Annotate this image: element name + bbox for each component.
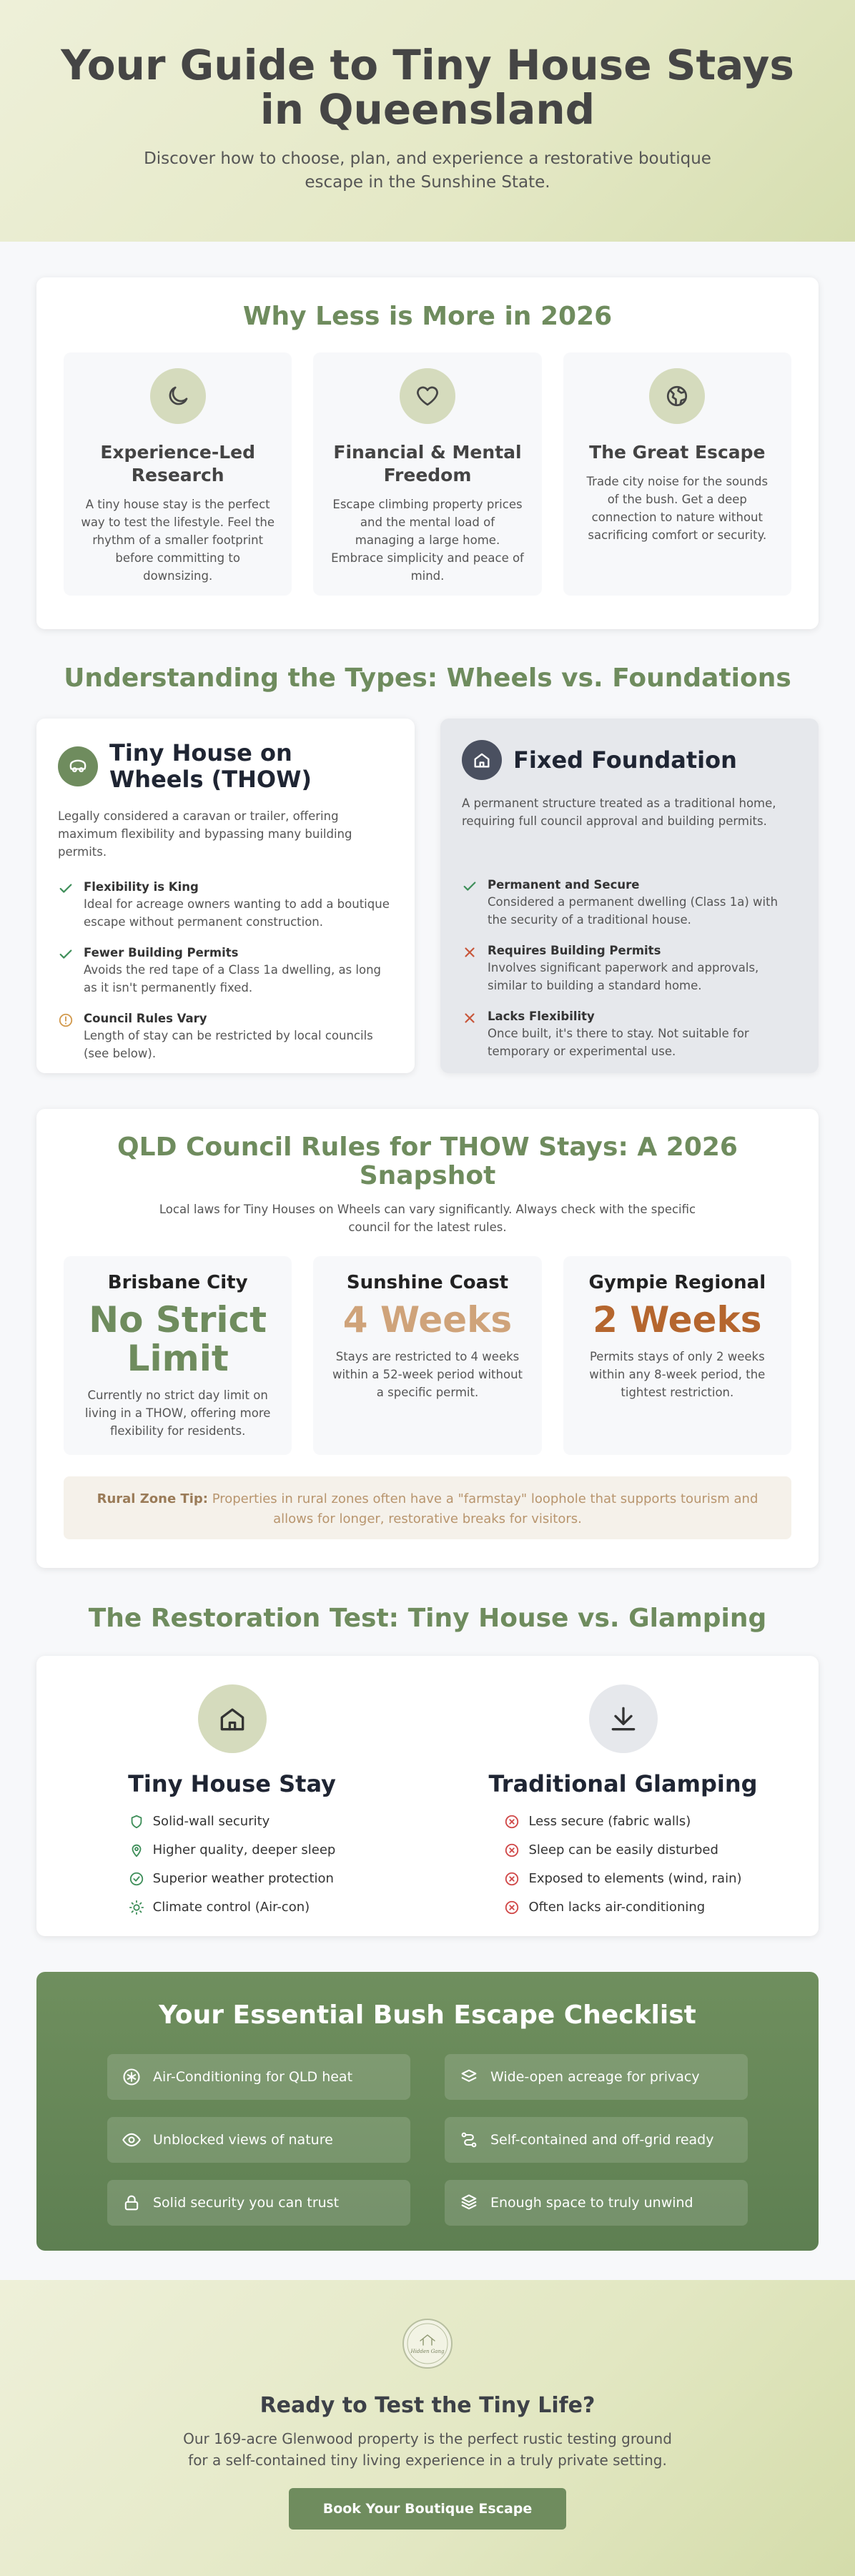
feature-title: Flexibility is King — [84, 880, 199, 894]
feature-item — [58, 945, 393, 997]
why-section — [36, 277, 819, 629]
feature-title: Council Rules Vary — [84, 1012, 207, 1025]
feature-text: Involves significant paperwork and approvals, similar to building a standard home. — [488, 961, 759, 992]
restoration-title: The Restoration Test: Tiny House vs. Glamping — [88, 1604, 767, 1633]
council-limit: 4 Weeks — [342, 1299, 513, 1341]
cross-icon — [462, 943, 479, 995]
checklist-item — [445, 2054, 748, 2100]
checklist-item-text: Unblocked views of nature — [153, 2132, 333, 2148]
tiny-house-column — [36, 1684, 428, 1936]
stack-icon — [459, 2193, 479, 2213]
checklist-section — [36, 1972, 819, 2251]
feature-text: Avoids the red tape of a Class 1a dwelling, as long as it isn't permanently fixed. — [84, 963, 382, 995]
council-item-sunshine-coast — [313, 1256, 541, 1455]
why-item — [313, 352, 541, 596]
why-item-title: The Great Escape — [589, 442, 766, 463]
why-item-title: Financial & Mental Freedom — [333, 442, 522, 485]
feature-item — [462, 877, 797, 929]
home-icon — [462, 740, 502, 780]
types-title: Understanding the Types: Wheels vs. Foundations — [64, 663, 791, 693]
feature-item — [58, 879, 393, 931]
list-item — [129, 1865, 336, 1893]
why-item-title: Experience-Led Research — [100, 442, 255, 485]
eye-icon — [122, 2130, 142, 2150]
feature-text: Considered a permanent dwelling (Class 1a) with the security of a traditional house. — [488, 895, 779, 927]
why-item — [64, 352, 292, 596]
why-title: Why Less is More in 2026 — [242, 302, 613, 331]
check-circle-icon — [129, 1871, 144, 1887]
fixed-desc: A permanent structure treated as a traditional home, requiring full council approval and building permits. — [462, 796, 776, 828]
main-content — [36, 277, 819, 2251]
why-item-text: Escape climbing property prices and the mental load of managing a large home. Embrace simplicity and peace of mind. — [331, 498, 524, 583]
feature-title: Permanent and Secure — [488, 878, 640, 892]
footer-cta — [0, 2280, 855, 2576]
globe-icon — [649, 368, 705, 424]
hero-subtitle: Discover how to choose, plan, and experience a restorative boutique escape in the Sunshine State. — [144, 149, 711, 192]
fixed-card — [440, 719, 819, 1073]
list-item-text: Superior weather protection — [152, 1871, 334, 1886]
checklist-item — [107, 2117, 410, 2163]
council-item-gympie — [563, 1256, 791, 1455]
list-item-text: Exposed to elements (wind, rain) — [528, 1871, 742, 1886]
caravan-icon — [58, 746, 98, 786]
heart-icon — [400, 368, 455, 424]
feature-title: Lacks Flexibility — [488, 1010, 595, 1023]
cross-icon — [462, 1009, 479, 1060]
list-item-text: Higher quality, deeper sleep — [152, 1842, 336, 1857]
list-item — [504, 1836, 741, 1865]
council-item-brisbane — [64, 1256, 292, 1455]
feature-item — [58, 1011, 393, 1062]
council-text: Currently no strict day limit on living in a THOW, offering more flexibility for residents. — [84, 1388, 271, 1438]
list-item-text: Sleep can be easily disturbed — [528, 1842, 718, 1857]
x-circle-icon — [504, 1871, 520, 1887]
feature-title: Requires Building Permits — [488, 944, 661, 957]
home-icon — [198, 1684, 267, 1753]
rural-zone-tip — [64, 1476, 791, 1539]
checklist-item — [107, 2054, 410, 2100]
x-circle-icon — [504, 1814, 520, 1830]
fixed-title: Fixed Foundation — [513, 746, 737, 774]
x-circle-icon — [504, 1842, 520, 1858]
thow-card — [36, 719, 415, 1073]
feature-text: Once built, it's there to stay. Not suitable for temporary or experimental use. — [488, 1027, 749, 1058]
list-item — [504, 1807, 741, 1836]
feature-item — [462, 1009, 797, 1060]
feature-item — [462, 943, 797, 995]
council-limit: No Strict Limit — [89, 1299, 267, 1379]
council-subtitle: Local laws for Tiny Houses on Wheels can vary significantly. Always check with the specific council for the latest rules. — [159, 1203, 696, 1234]
footer-text: Our 169-acre Glenwood property is the perfect rustic testing ground for a self-contained tiny living experience in a truly private setting. — [183, 2430, 672, 2469]
checklist-item-text: Air-Conditioning for QLD heat — [153, 2069, 353, 2085]
checklist-item — [445, 2117, 748, 2163]
council-text: Permits stays of only 2 weeks within any 8-week period, the tightest restriction. — [589, 1350, 766, 1399]
why-item — [563, 352, 791, 596]
layers-icon — [459, 2067, 479, 2087]
list-item-text: Less secure (fabric walls) — [528, 1814, 691, 1829]
shield-icon — [129, 1814, 144, 1830]
tiny-house-title: Tiny House Stay — [128, 1770, 336, 1797]
checklist-title: Your Essential Bush Escape Checklist — [159, 2000, 696, 2030]
list-item — [504, 1865, 741, 1893]
council-title: QLD Council Rules for THOW Stays: A 2026 Snapshot — [117, 1132, 738, 1190]
glamping-title: Traditional Glamping — [488, 1770, 758, 1797]
check-icon — [58, 879, 75, 931]
route-icon — [459, 2130, 479, 2150]
feature-title: Fewer Building Permits — [84, 946, 239, 959]
sun-icon — [129, 1900, 144, 1915]
council-section — [36, 1109, 819, 1568]
council-name: Gympie Regional — [588, 1272, 766, 1293]
footer-title: Ready to Test the Tiny Life? — [260, 2393, 595, 2418]
council-limit: 2 Weeks — [593, 1299, 762, 1341]
glamping-column — [428, 1684, 819, 1936]
list-item — [129, 1893, 336, 1922]
tent-icon — [589, 1684, 658, 1753]
thow-desc: Legally considered a caravan or trailer, offering maximum flexibility and bypassing many building permits. — [58, 809, 352, 859]
checklist-item — [445, 2180, 748, 2226]
info-icon — [58, 1011, 75, 1062]
location-pin-icon — [129, 1842, 144, 1858]
tip-label: Rural Zone Tip: — [97, 1491, 208, 1506]
tip-text: Properties in rural zones often have a "farmstay" loophole that supports tourism and allows for longer, restorative breaks for visitors. — [212, 1491, 758, 1526]
aircon-icon — [122, 2067, 142, 2087]
checklist-item-text: Wide-open acreage for privacy — [490, 2069, 700, 2085]
checklist-item-text: Enough space to truly unwind — [490, 2195, 693, 2211]
restoration-section — [36, 1656, 819, 1936]
x-circle-icon — [504, 1900, 520, 1915]
feature-text: Length of stay can be restricted by local councils (see below). — [84, 1029, 373, 1060]
page-title: Your Guide to Tiny House Stays in Queensland — [61, 41, 794, 134]
lock-icon — [122, 2193, 142, 2213]
brand-logo — [402, 2319, 453, 2369]
council-text: Stays are restricted to 4 weeks within a 52-week period without a specific permit. — [332, 1350, 523, 1399]
check-icon — [58, 945, 75, 997]
hero — [0, 0, 855, 242]
list-item-text: Climate control (Air-con) — [152, 1900, 310, 1915]
list-item — [129, 1836, 336, 1865]
list-item-text: Solid-wall security — [152, 1814, 270, 1829]
why-item-text: A tiny house stay is the perfect way to test the lifestyle. Feel the rhythm of a smaller footprint before committing to downsizing. — [81, 498, 275, 583]
list-item — [504, 1893, 741, 1922]
checklist-item-text: Self-contained and off-grid ready — [490, 2132, 714, 2148]
moon-icon — [150, 368, 206, 424]
book-escape-button[interactable]: Book Your Boutique Escape — [289, 2488, 566, 2530]
list-item — [129, 1807, 336, 1836]
svg-text:Hidden Gang: Hidden Gang — [410, 2349, 445, 2354]
checklist-item — [107, 2180, 410, 2226]
checklist-item-text: Solid security you can trust — [153, 2195, 340, 2211]
thow-title: Tiny House on Wheels (THOW) — [109, 739, 312, 793]
council-name: Brisbane City — [107, 1272, 248, 1293]
list-item-text: Often lacks air-conditioning — [528, 1900, 706, 1915]
feature-text: Ideal for acreage owners wanting to add a boutique escape without permanent construction. — [84, 897, 390, 929]
council-name: Sunshine Coast — [346, 1272, 509, 1293]
why-item-text: Trade city noise for the sounds of the bush. Get a deep connection to nature without sacrificing comfort or security. — [586, 475, 768, 542]
check-icon — [462, 877, 479, 929]
